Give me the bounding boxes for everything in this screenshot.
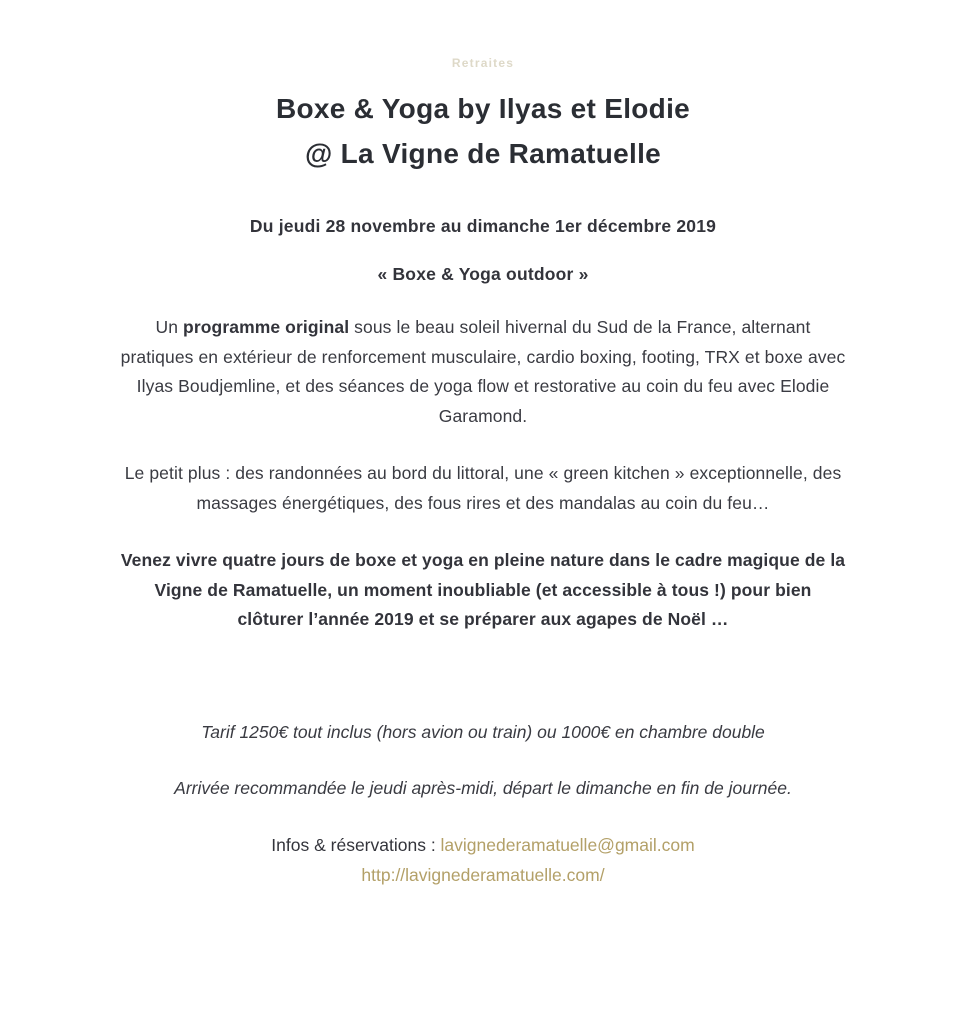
paragraph-program <box>120 313 846 431</box>
website-line <box>120 860 846 890</box>
article-content <box>120 0 846 890</box>
event-date-range: Du jeudi 28 novembre au dimanche 1er décembre 2019 <box>249 216 717 236</box>
arrival-info: Arrivée recommandée le jeudi après-midi, départ le dimanche en fin de journée. <box>174 778 792 798</box>
pricing-info: Tarif 1250€ tout inclus (hors avion ou train) ou 1000€ en chambre double <box>201 721 765 742</box>
page-title <box>120 86 846 176</box>
website-url-link[interactable]: http://lavignederamatuelle.com/ <box>361 864 605 885</box>
paragraph-extras: Le petit plus : des randonnées au bord du littoral, une « green kitchen » exceptionnelle, des massages énergétiques, des fous rires et des mandalas au coin du feu… <box>124 463 842 513</box>
paragraph-invitation: Venez vivre quatre jours de boxe et yoga en pleine nature dans le cadre magique de la Vigne de Ramatuelle, un moment inoubliable (et accessible à tous !) pour bien clôturer l’année 2019 et se préparer aux agapes de Noël … <box>120 550 846 629</box>
paragraph-program-rest: sous le beau soleil hivernal du Sud de la France, alternant pratiques en extérieur de renforcement musculaire, cardio boxing, footing, TRX et boxe avec Ilyas Boudjemline, et des séances de yoga flow et restorative au coin du feu avec Elodie Garamond. <box>120 317 846 426</box>
contact-email-link[interactable]: lavignederamatuelle@gmail.com <box>440 834 695 855</box>
page-title-line2: @ La Vigne de Ramatuelle <box>304 138 662 169</box>
category-tag-retraites[interactable]: Retraites <box>451 56 515 70</box>
page-title-line1: Boxe & Yoga by Ilyas et Elodie <box>275 93 691 124</box>
event-subtitle: « Boxe & Yoga outdoor » <box>377 264 589 284</box>
contact-info <box>120 830 846 860</box>
paragraph-program-highlight: programme original <box>183 317 350 337</box>
paragraph-program-prefix: Un <box>155 317 184 337</box>
contact-label: Infos & réservations : <box>271 834 441 855</box>
